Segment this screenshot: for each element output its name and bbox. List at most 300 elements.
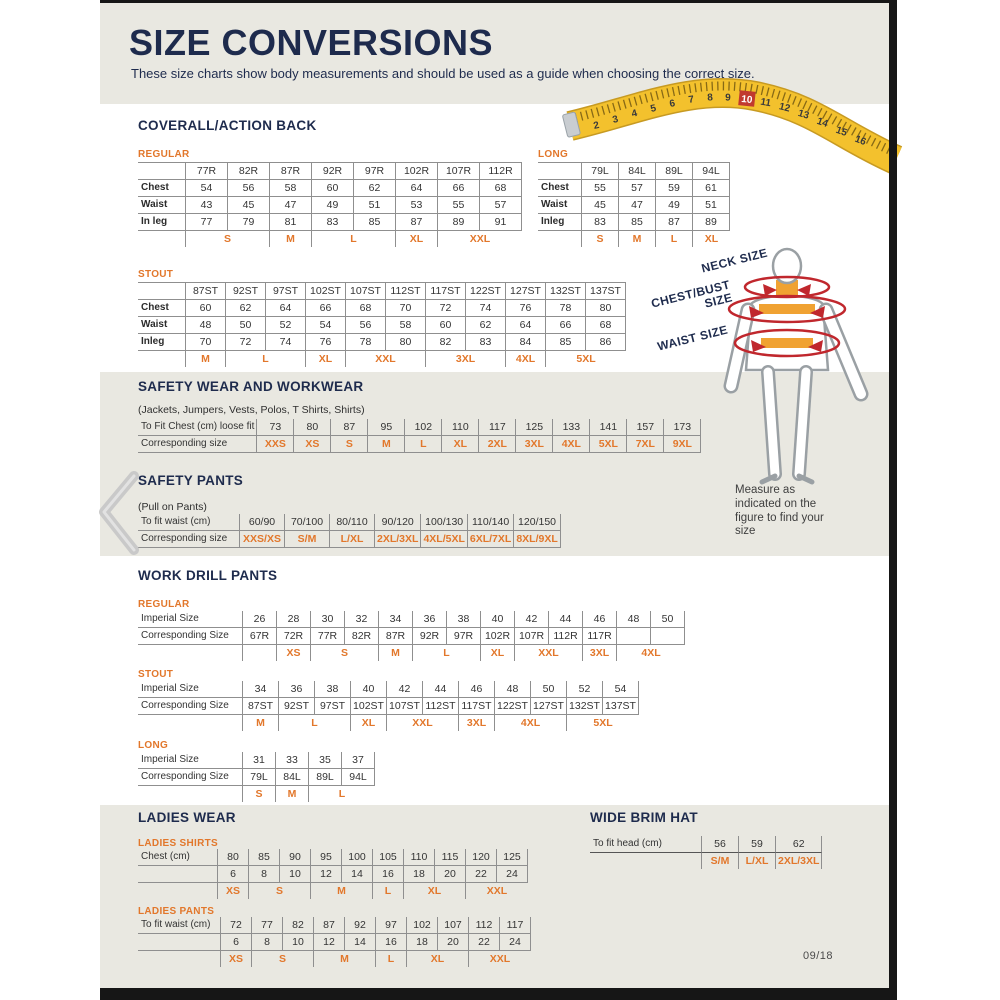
size-cell: 3XL (583, 645, 617, 661)
waist-band (761, 338, 813, 348)
table-cell: L/XL (330, 531, 375, 548)
table-cell: 117 (479, 419, 516, 436)
size-cell: XL (704, 233, 719, 245)
left-foot (762, 476, 775, 482)
table-cell: 51 (693, 197, 730, 214)
table-cell: 60 (426, 317, 466, 334)
table-cell: 14 (345, 934, 376, 951)
table-cell: 100/130 (421, 514, 467, 531)
row-label-cell: To fit waist (cm) (138, 917, 221, 934)
table-cell: 58 (386, 317, 426, 334)
size-cell: 3XL (426, 351, 506, 367)
svg-text:15: 15 (834, 124, 849, 139)
table-cell: 28 (277, 611, 311, 628)
table-cell: 92 (345, 917, 376, 934)
size-table (138, 917, 531, 967)
table-cell: 95 (311, 849, 342, 866)
size-cell: XXL (469, 233, 491, 245)
ladies-pants-table (138, 917, 531, 967)
size-cell: M (379, 645, 413, 661)
coverall-regular-table (138, 162, 522, 247)
table-cell: 8 (252, 934, 283, 951)
page-edge-right (889, 0, 897, 990)
table-cell: 85 (619, 214, 656, 231)
size-table (138, 162, 522, 247)
column-header-cell: 97ST (266, 282, 306, 300)
table-cell: 102R (481, 628, 515, 645)
column-header-cell: 107ST (346, 282, 386, 300)
table-cell: 102 (407, 917, 438, 934)
table-cell: 50 (531, 681, 567, 698)
size-spacer-cell (138, 883, 218, 899)
table-cell: 59 (739, 836, 776, 853)
table-cell: 47 (619, 197, 656, 214)
table-cell: 43 (186, 197, 228, 214)
table-cell: 62 (776, 836, 822, 853)
size-cell: M (243, 715, 279, 731)
column-header-cell: 127ST (506, 282, 546, 300)
size-cell: S (252, 951, 314, 967)
size-cell (243, 645, 277, 661)
table-cell: 6 (218, 866, 249, 883)
table-cell: 80 (218, 849, 249, 866)
size-cell: M (619, 231, 656, 247)
table-cell: 157 (627, 419, 664, 436)
table-cell: 60 (312, 180, 354, 197)
size-spacer-cell (138, 231, 186, 247)
size-cell: 5XL (576, 353, 596, 365)
row-label-cell: Chest (cm) (138, 849, 218, 866)
size-spacer-cell (138, 351, 186, 367)
table-cell: XS (294, 436, 331, 453)
table-cell: 22 (466, 866, 497, 883)
table-cell: 54 (186, 180, 228, 197)
row-label-cell: Imperial Size (138, 611, 243, 628)
column-header-cell: 102ST (306, 282, 346, 300)
hat-table (590, 836, 822, 869)
table-cell: 48 (495, 681, 531, 698)
table-cell: 85 (354, 214, 396, 231)
size-cell: XL (306, 351, 346, 367)
size-cell: XXL (489, 953, 511, 965)
table-cell: 56 (346, 317, 386, 334)
corner-cell (138, 162, 186, 180)
table-cell: XXS (257, 436, 294, 453)
body-figure-illustration (649, 246, 892, 552)
table-cell: 117 (500, 917, 531, 934)
table-cell: 89 (693, 214, 730, 231)
svg-text:14: 14 (815, 115, 830, 130)
figure-label-waist: WAIST SIZE (656, 322, 730, 354)
size-cell: XXL (387, 715, 459, 731)
size-cell: S (582, 231, 619, 247)
size-cell: M (276, 786, 309, 802)
size-cell: XXL (486, 885, 508, 897)
table-cell: 133 (553, 419, 590, 436)
table-cell: 20 (438, 934, 469, 951)
table-cell: 67R (243, 628, 277, 645)
work-drill-long-table (138, 752, 375, 802)
row-label-cell: Corresponding Size (138, 628, 243, 645)
table-cell: 9XL (664, 436, 701, 453)
table-cell: 73 (257, 419, 294, 436)
table-cell: 83 (312, 214, 354, 231)
table-cell: 16 (376, 934, 407, 951)
work-drill-stout-label: STOUT (138, 669, 174, 680)
table-cell: 18 (407, 934, 438, 951)
table-cell: 4XL (553, 436, 590, 453)
measuring-tape-illustration (568, 80, 898, 172)
column-header-cell: 79L (582, 162, 619, 180)
size-cell: 3XL (459, 715, 495, 731)
table-cell: S (331, 436, 368, 453)
table-cell: 40 (481, 611, 515, 628)
work-drill-long-label: LONG (138, 740, 169, 751)
row-label-cell (590, 853, 702, 869)
svg-text:2: 2 (592, 119, 601, 132)
size-cell: 4XL (495, 715, 567, 731)
table-cell: 87 (396, 214, 438, 231)
row-label-cell: Inleg (538, 214, 582, 231)
table-cell: 64 (266, 300, 306, 317)
table-cell: 62 (354, 180, 396, 197)
size-cell: M (311, 883, 373, 899)
table-cell: 31 (243, 752, 276, 769)
column-header-cell: 97R (354, 162, 396, 180)
table-cell: 91 (480, 214, 522, 231)
table-cell: 66 (438, 180, 480, 197)
table-cell: 48 (186, 317, 226, 334)
table-cell: 78 (546, 300, 586, 317)
row-label-cell: To fit waist (cm) (138, 514, 240, 531)
column-header-cell: 92ST (226, 282, 266, 300)
table-cell: 72 (226, 334, 266, 351)
size-spacer-cell (138, 715, 243, 731)
size-cell: S (186, 231, 270, 247)
column-header-cell: 102R (396, 162, 438, 180)
section-hat-heading: WIDE BRIM HAT (590, 810, 698, 825)
column-header-cell: 77R (186, 162, 228, 180)
table-cell: 102ST (351, 698, 387, 715)
table-cell: 77R (311, 628, 345, 645)
table-cell: 97 (376, 917, 407, 934)
table-cell: 2XL/3XL (776, 853, 822, 869)
page-edge-top (100, 0, 889, 3)
size-table (538, 162, 730, 247)
row-label-cell: In leg (138, 214, 186, 231)
size-table (138, 752, 375, 802)
svg-text:16: 16 (853, 133, 868, 148)
size-table (138, 282, 626, 367)
svg-text:5: 5 (649, 102, 658, 115)
row-label-cell: Inleg (138, 334, 186, 351)
row-label-cell: Chest (538, 180, 582, 197)
table-cell: 173 (664, 419, 701, 436)
table-cell: 105 (373, 849, 404, 866)
work-drill-regular-label: REGULAR (138, 599, 190, 610)
safety-pants-table (138, 514, 561, 548)
table-cell: 57 (619, 180, 656, 197)
table-cell: 12 (314, 934, 345, 951)
table-cell: 87 (314, 917, 345, 934)
table-cell: 82 (426, 334, 466, 351)
row-label-cell: Corresponding size (138, 531, 240, 548)
table-cell: 44 (549, 611, 583, 628)
table-cell: 86 (586, 334, 626, 351)
table-cell: 137ST (603, 698, 639, 715)
table-cell: 85 (249, 849, 280, 866)
table-cell: 87 (331, 419, 368, 436)
row-label-cell: Waist (138, 317, 186, 334)
table-cell: 68 (346, 300, 386, 317)
table-cell: 66 (546, 317, 586, 334)
size-spacer-cell (138, 645, 243, 661)
row-label-cell: Imperial Size (138, 752, 243, 769)
table-cell: 42 (387, 681, 423, 698)
table-cell: 110 (442, 419, 479, 436)
table-cell: 5XL (590, 436, 627, 453)
size-spacer-cell (138, 786, 243, 802)
svg-text:10: 10 (740, 93, 753, 107)
table-cell: 97ST (315, 698, 351, 715)
size-cell: XL (351, 715, 387, 731)
row-label-cell: To fit head (cm) (590, 836, 702, 853)
table-cell: 62 (226, 300, 266, 317)
column-header-cell: 82R (228, 162, 270, 180)
table-cell: L/XL (739, 853, 776, 869)
table-cell: 90 (280, 849, 311, 866)
table-cell: 74 (466, 300, 506, 317)
table-cell: 70/100 (285, 514, 330, 531)
column-header-cell: 112R (480, 162, 522, 180)
coverall-stout-table (138, 282, 626, 367)
size-cell: XL (396, 231, 438, 247)
table-cell: 38 (447, 611, 481, 628)
column-header-cell: 92R (312, 162, 354, 180)
column-header-cell: 137ST (586, 282, 626, 300)
table-cell: 80 (294, 419, 331, 436)
size-cell: L (312, 231, 396, 247)
row-label-cell: To Fit Chest (cm) loose fit (138, 419, 257, 436)
table-cell: 42 (515, 611, 549, 628)
table-cell: 83 (466, 334, 506, 351)
figure-caption: Measure as indicated on the figure to find your size (735, 484, 824, 538)
table-cell: 52 (266, 317, 306, 334)
table-cell: 59 (656, 180, 693, 197)
table-cell: 92ST (279, 698, 315, 715)
size-cell: XL (481, 645, 515, 661)
table-cell: 132ST (567, 698, 603, 715)
table-cell: 70 (186, 334, 226, 351)
column-header-cell: 117ST (426, 282, 466, 300)
table-cell (651, 628, 685, 645)
table-cell: 45 (582, 197, 619, 214)
table-cell: 112ST (423, 698, 459, 715)
table-cell: 14 (342, 866, 373, 883)
table-cell: 107R (515, 628, 549, 645)
table-cell: M (368, 436, 405, 453)
table-cell: 125 (497, 849, 528, 866)
table-cell: 72R (277, 628, 311, 645)
size-cell: 4XL (506, 351, 546, 367)
coverall-regular-label: REGULAR (138, 149, 190, 160)
table-cell: 110/140 (468, 514, 514, 531)
coverall-long-label: LONG (538, 149, 569, 160)
table-cell: XXS/XS (240, 531, 285, 548)
table-cell: 2XL/3XL (375, 531, 421, 548)
table-cell: 57 (480, 197, 522, 214)
size-cell: L (338, 788, 346, 800)
page-subtitle: These size charts show body measurements and should be used as a guide when choosing the correct size. (131, 66, 755, 81)
table-cell: 56 (228, 180, 270, 197)
section-work-drill-heading: WORK DRILL PANTS (138, 568, 278, 583)
size-cell: 5XL (593, 717, 613, 729)
table-cell: 77 (252, 917, 283, 934)
size-cell: L (279, 715, 351, 731)
table-cell: 68 (586, 317, 626, 334)
table-cell: 80/110 (330, 514, 375, 531)
table-cell: 127ST (531, 698, 567, 715)
table-cell: 112R (549, 628, 583, 645)
section-coverall-heading: COVERALL/ACTION BACK (138, 118, 317, 133)
column-header-cell: 84L (619, 162, 656, 180)
table-cell: 46 (583, 611, 617, 628)
table-cell: 77 (186, 214, 228, 231)
table-cell: 94L (342, 769, 375, 786)
table-cell: 87ST (243, 698, 279, 715)
size-table (138, 681, 639, 731)
size-table (138, 611, 685, 661)
table-cell: 34 (243, 681, 279, 698)
table-cell: 53 (396, 197, 438, 214)
table-cell: 56 (702, 836, 739, 853)
table-cell: 66 (306, 300, 346, 317)
table-cell: 79L (243, 769, 276, 786)
size-cell: L (656, 231, 693, 247)
size-cell: L (376, 951, 407, 967)
table-cell: 83 (582, 214, 619, 231)
safety-pants-note: (Pull on Pants) (138, 501, 207, 513)
page-edge-bottom (100, 988, 897, 1000)
table-cell: 115 (435, 849, 466, 866)
table-cell: 87R (379, 628, 413, 645)
table-cell: 107ST (387, 698, 423, 715)
size-cell: S (249, 883, 311, 899)
table-cell: 22 (469, 934, 500, 951)
table-cell: 102 (405, 419, 442, 436)
table-cell: 4XL/5XL (421, 531, 467, 548)
size-cell: XL (404, 883, 466, 899)
row-label-cell: Corresponding size (138, 436, 257, 453)
coverall-stout-label: STOUT (138, 269, 174, 280)
table-cell: 58 (270, 180, 312, 197)
svg-text:12: 12 (777, 101, 792, 115)
ladies-pants-label: LADIES PANTS (138, 906, 215, 917)
table-cell: 33 (276, 752, 309, 769)
table-cell: 55 (438, 197, 480, 214)
table-cell: 92R (413, 628, 447, 645)
table-cell: 37 (342, 752, 375, 769)
table-cell: 110 (404, 849, 435, 866)
table-cell: 32 (345, 611, 379, 628)
size-cell: 4XL (641, 647, 661, 659)
table-cell: 82R (345, 628, 379, 645)
row-label-cell: Corresponding Size (138, 698, 243, 715)
table-cell: 112 (469, 917, 500, 934)
table-cell: 7XL (627, 436, 664, 453)
size-spacer-cell (538, 231, 582, 247)
table-cell: 24 (500, 934, 531, 951)
table-cell: 38 (315, 681, 351, 698)
safety-wear-note: (Jackets, Jumpers, Vests, Polos, T Shirts, Shirts) (138, 404, 365, 416)
table-cell: 68 (480, 180, 522, 197)
size-cell: XS (218, 883, 249, 899)
corner-cell (138, 282, 186, 300)
table-cell: 89L (309, 769, 342, 786)
column-header-cell: 107R (438, 162, 480, 180)
coverall-long-table (538, 162, 730, 247)
work-drill-stout-table (138, 681, 639, 731)
size-cell: M (270, 231, 312, 247)
size-spacer-cell (138, 951, 221, 967)
column-header-cell: 112ST (386, 282, 426, 300)
table-cell: 84L (276, 769, 309, 786)
table-cell: 72 (221, 917, 252, 934)
page-title: SIZE CONVERSIONS (129, 22, 494, 63)
table-cell: 76 (506, 300, 546, 317)
table-cell: 54 (306, 317, 346, 334)
table-cell: 6 (221, 934, 252, 951)
table-cell: 78 (346, 334, 386, 351)
table-cell: 100 (342, 849, 373, 866)
row-label-cell: Chest (138, 300, 186, 317)
table-cell: 36 (279, 681, 315, 698)
table-cell: 141 (590, 419, 627, 436)
size-cell: XS (277, 645, 311, 661)
size-cell: L (413, 645, 481, 661)
table-cell: 70 (386, 300, 426, 317)
svg-text:8: 8 (706, 92, 714, 104)
table-cell: 49 (312, 197, 354, 214)
table-cell: 50 (226, 317, 266, 334)
table-cell: 12 (311, 866, 342, 883)
table-cell: 61 (693, 180, 730, 197)
table-cell: 34 (379, 611, 413, 628)
table-cell: 64 (506, 317, 546, 334)
row-label-cell: Corresponding Size (138, 769, 243, 786)
row-label-cell: Waist (538, 197, 582, 214)
chevron-left-icon[interactable] (90, 468, 146, 558)
table-cell: 18 (404, 866, 435, 883)
table-cell: XL (442, 436, 479, 453)
size-cell: S (311, 645, 379, 661)
safety-wear-table (138, 419, 701, 453)
ladies-shirts-table (138, 849, 528, 899)
size-table (138, 849, 528, 899)
table-cell: 81 (270, 214, 312, 231)
column-header-cell: 122ST (466, 282, 506, 300)
page-number: 09/18 (803, 950, 834, 962)
table-cell: 95 (368, 419, 405, 436)
table-cell: 60/90 (240, 514, 285, 531)
section-safety-wear-heading: SAFETY WEAR AND WORKWEAR (138, 379, 364, 394)
size-table (138, 419, 701, 453)
size-cell: S (243, 786, 276, 802)
table-cell: 49 (656, 197, 693, 214)
size-cell: XXL (346, 351, 426, 367)
section-safety-pants-heading: SAFETY PANTS (138, 473, 244, 488)
table-cell: 24 (497, 866, 528, 883)
